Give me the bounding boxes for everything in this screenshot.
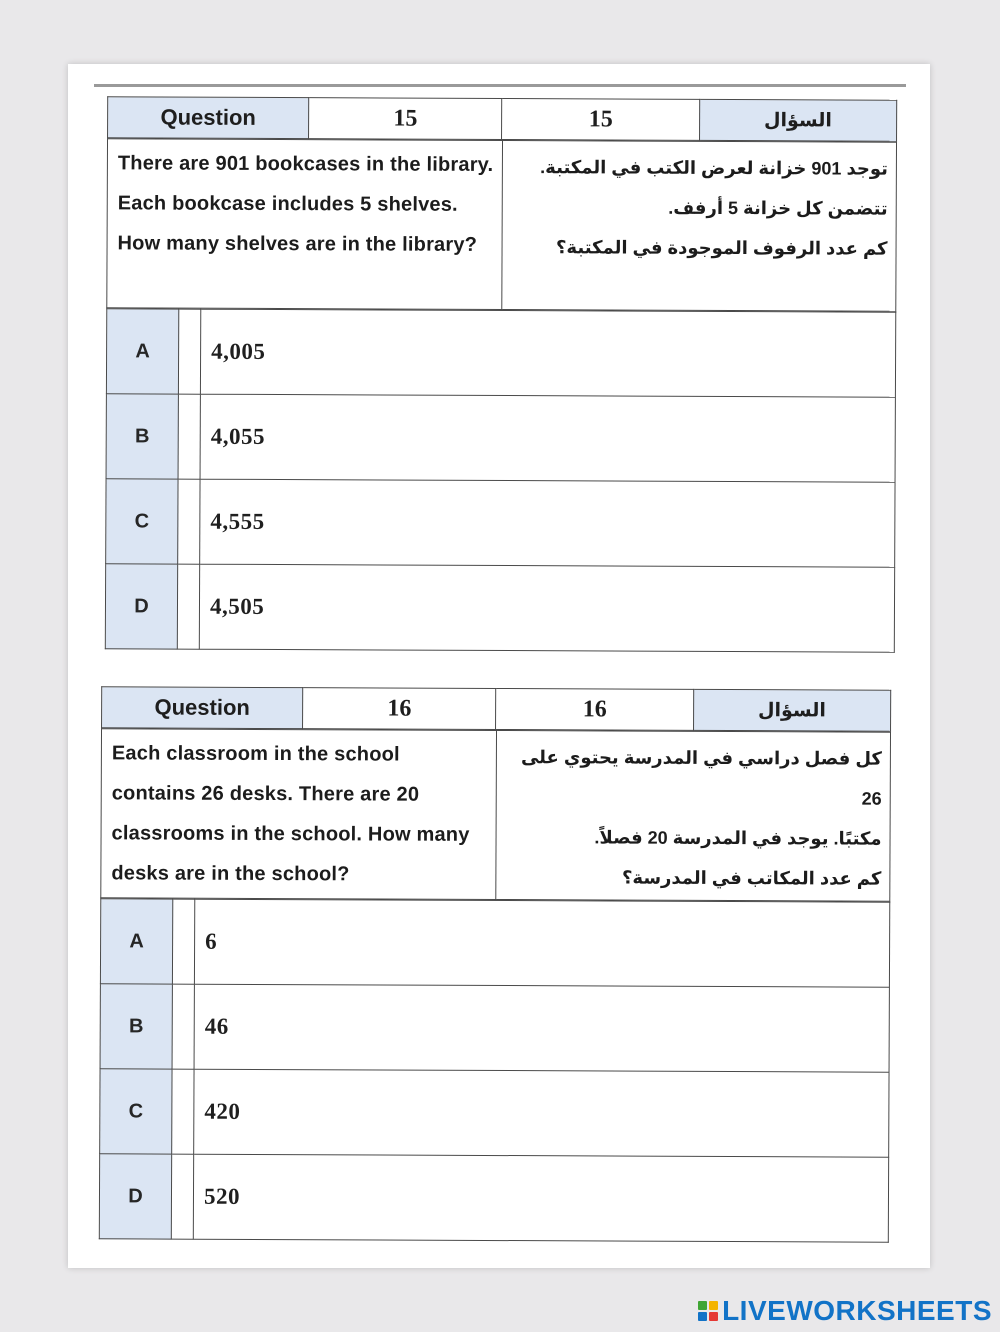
question-number-ar: 16 [496,689,693,731]
question-16-block [99,686,891,1242]
option-row-a[interactable] [106,309,895,397]
option-value: 6 [194,899,889,987]
question-number: 15 [309,98,502,140]
arabic-line: كم عدد الرفوف الموجودة في المكتبة؟ [555,237,888,259]
option-value: 4,505 [199,564,894,652]
option-letter: D [105,564,177,649]
logo-square [709,1312,718,1321]
question-label-ar: السؤال [693,689,890,731]
question-label: Question [102,687,303,729]
answer-checkbox[interactable] [171,1154,193,1239]
question-label-ar: السؤال [699,99,896,141]
answer-checkbox[interactable] [177,564,199,649]
answer-options [105,308,896,652]
option-letter: D [99,1154,171,1239]
answer-checkbox[interactable] [178,479,200,564]
option-row-c[interactable] [100,1069,889,1157]
logo-square [698,1301,707,1310]
option-letter: B [100,984,172,1069]
question-text-ar [495,731,890,902]
option-letter: C [100,1069,172,1154]
option-letter: C [106,479,178,564]
answer-checkbox[interactable] [178,309,200,394]
top-rule [94,84,906,87]
question-header [101,686,891,731]
option-row-a[interactable] [100,899,889,987]
question-number: 16 [303,688,496,730]
arabic-line: كم عدد المكاتب في المدرسة؟ [621,867,882,889]
question-header [107,96,897,141]
liveworksheets-logo-icon [698,1301,718,1321]
worksheet-page [68,64,930,1268]
option-row-d[interactable] [99,1154,888,1242]
liveworksheets-brand[interactable] [698,1296,992,1326]
option-value: 420 [194,1069,889,1157]
answer-checkbox[interactable] [178,394,200,479]
answer-checkbox[interactable] [172,984,194,1069]
option-row-b[interactable] [106,394,895,482]
option-letter: A [100,899,172,984]
arabic-line: كل فصل دراسي في المدرسة يحتوي على 26 [520,747,882,809]
question-number-ar: 15 [502,99,699,141]
option-value: 4,055 [200,394,895,482]
question-text-en: Each classroom in the school contains 26 desks. There are 20 classrooms in the school. How many desks are in the school? [101,729,496,900]
option-value: 46 [194,984,889,1072]
question-text-ar [501,141,896,312]
question-stem [106,138,897,311]
brand-name: LIVEWORKSHEETS [722,1295,992,1326]
arabic-line: تتضمن كل خزانة 5 أرفف. [668,197,888,219]
arabic-line: مكتبًا. يوجد في المدرسة 20 فصلاً. [594,827,882,849]
option-row-c[interactable] [106,479,895,567]
option-row-b[interactable] [100,984,889,1072]
option-value: 4,555 [200,479,895,567]
question-stem [100,728,891,901]
option-value: 520 [193,1154,888,1242]
option-value: 4,005 [200,309,895,397]
option-row-d[interactable] [105,564,894,652]
question-text-en: There are 901 bookcases in the library. Each bookcase includes 5 shelves. How many shelves are in the library? [107,139,502,310]
answer-checkbox[interactable] [172,1069,194,1154]
question-label: Question [108,97,309,139]
answer-options [99,898,890,1242]
answer-checkbox[interactable] [172,899,194,984]
question-15-block [105,96,897,652]
arabic-line: توجد 901 خزانة لعرض الكتب في المكتبة. [540,157,888,179]
logo-square [709,1301,718,1310]
option-letter: B [106,394,178,479]
option-letter: A [106,309,178,394]
logo-square [698,1312,707,1321]
